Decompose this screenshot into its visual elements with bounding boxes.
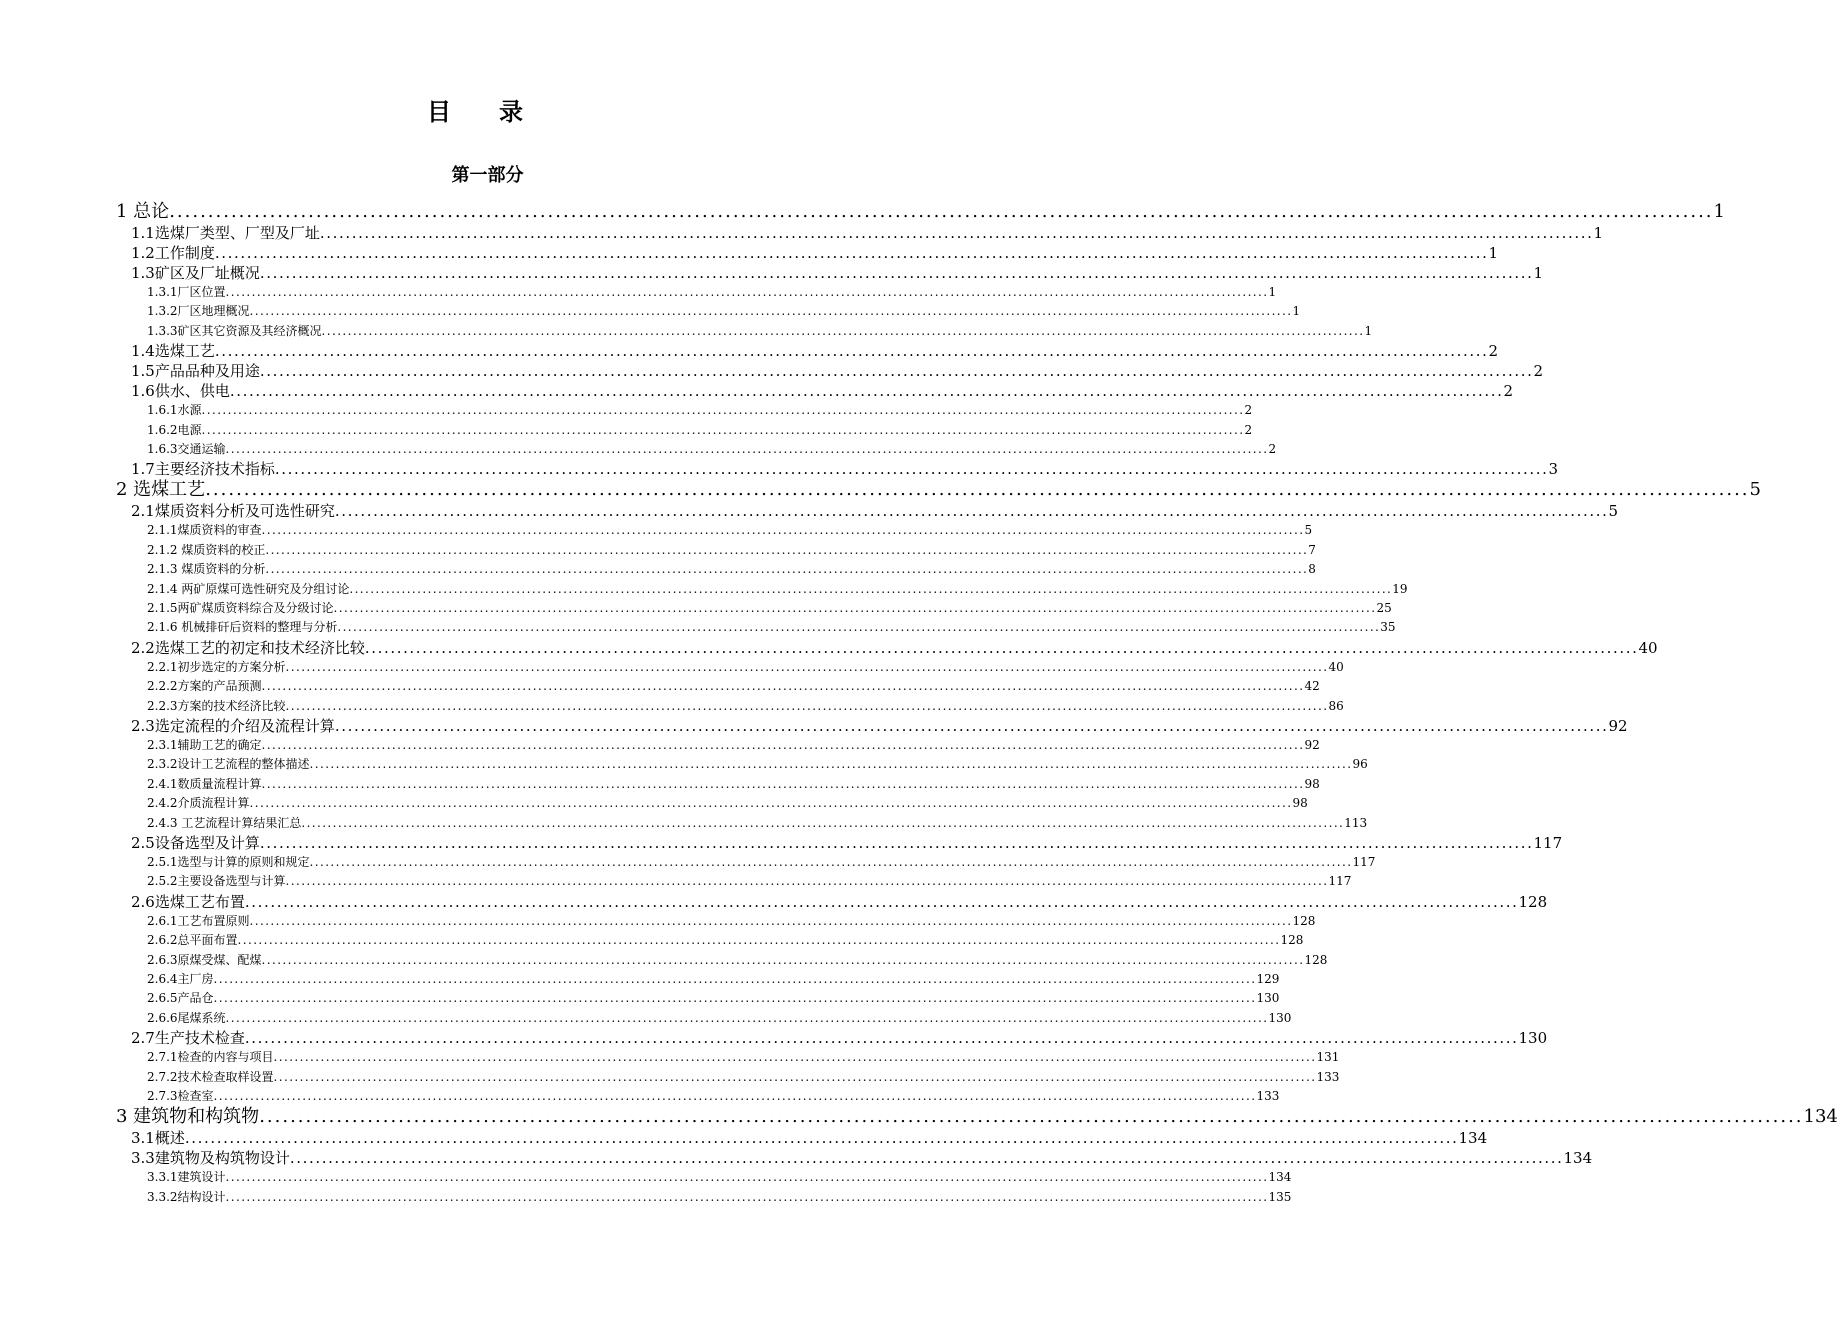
toc-entry-page-number: 2: [1268, 442, 1277, 456]
dot-leader: ........................................................................................................................................................................................................: [321, 323, 1365, 338]
toc-entry-label: 1.1选煤厂类型、厂型及厂址: [131, 224, 320, 242]
dot-leader: ........................................................................................................................................................................................................: [225, 1189, 1269, 1204]
toc-entry-level-3[interactable]: [147, 1009, 1292, 1027]
toc-entry-label: 2.6选煤工艺布置: [131, 892, 245, 911]
toc-entry-label: 1.4选煤工艺: [131, 342, 215, 361]
toc-entry-label: 1.6.1水源: [147, 403, 202, 418]
toc-entry-label: 1.5产品品种及用途: [131, 362, 260, 381]
toc-entry-page-number: 130: [1518, 1029, 1548, 1048]
toc-entry-label: 2.5.2主要设备选型与计算: [147, 874, 286, 889]
dot-leader: ........................................................................................................................................................................................................: [261, 679, 1305, 694]
toc-entry-label: 1.2工作制度: [131, 244, 215, 262]
toc-entry-label: 3 建筑物和构筑物: [116, 1106, 260, 1128]
dot-leader: ........................................................................................................................................................................................................: [334, 717, 1609, 735]
toc-entry-level-2[interactable]: [131, 501, 1619, 521]
toc-entry-level-2[interactable]: [131, 263, 1544, 283]
toc-entry-page-number: 1: [1533, 264, 1544, 282]
toc-entry-page-number: 40: [1638, 638, 1658, 657]
toc-entry-label: 2 选煤工艺: [116, 479, 206, 501]
dot-leader: ........................................................................................................................................................................................................: [244, 892, 1519, 911]
toc-entry-level-3[interactable]: [147, 658, 1344, 676]
toc-entry-page-number: 1: [1268, 285, 1277, 299]
toc-entry-page-number: 1: [1292, 304, 1301, 319]
dot-leader: ........................................................................................................................................................................................................: [225, 442, 1269, 456]
toc-entry-page-number: 40: [1328, 659, 1344, 674]
toc-entry-level-2[interactable]: [131, 381, 1514, 401]
toc-entry-level-2[interactable]: [131, 1128, 1488, 1148]
toc-entry-level-1[interactable]: [116, 1106, 1838, 1128]
dot-leader: ........................................................................................................................................................................................................: [259, 834, 1534, 852]
dot-leader: ........................................................................................................................................................................................................: [289, 1149, 1564, 1168]
toc-entry-label: 2.6.6尾煤系统: [147, 1010, 226, 1025]
toc-entry-label: 1.3.1厂区位置: [147, 285, 226, 299]
toc-entry-page-number: 128: [1518, 892, 1548, 911]
toc-entry-level-3[interactable]: [147, 440, 1277, 458]
toc-entry-label: 2.1.1煤质资料的审查: [147, 523, 262, 538]
toc-entry-page-number: 134: [1563, 1149, 1593, 1168]
toc-entry-label: 3.1概述: [131, 1129, 185, 1148]
toc-entry-label: 1.7主要经济技术指标: [131, 460, 275, 479]
toc-entry-level-2[interactable]: [131, 243, 1499, 263]
toc-entry-page-number: 134: [1268, 1170, 1292, 1185]
toc-entry-page-number: 19: [1392, 581, 1408, 596]
toc-entry-page-number: 1: [1364, 323, 1373, 338]
toc-entry-level-2[interactable]: [131, 716, 1628, 736]
toc-entry-level-2[interactable]: [131, 1028, 1548, 1048]
dot-leader: ........................................................................................................................................................................................................: [349, 581, 1393, 596]
dot-leader: ........................................................................................................................................................................................................: [273, 1069, 1317, 1084]
toc-entry-label: 2.1.2 煤质资料的校正: [147, 542, 266, 557]
toc-entry-level-3[interactable]: [147, 302, 1301, 320]
toc-entry-label: 2.4.2介质流程计算: [147, 796, 250, 811]
dot-leader: ........................................................................................................................................................................................................: [201, 422, 1245, 437]
toc-entry-level-2[interactable]: [131, 833, 1563, 853]
toc-entry-label: 3.3建筑物及构筑物设计: [131, 1149, 290, 1168]
toc-entry-page-number: 2: [1533, 362, 1544, 381]
dot-leader: ........................................................................................................................................................................................................: [205, 479, 1750, 501]
dot-leader: ........................................................................................................................................................................................................: [249, 304, 1293, 319]
toc-entry-label: 2.2.3方案的技术经济比较: [147, 698, 286, 713]
toc-entry-level-3[interactable]: [147, 521, 1313, 539]
toc-entry-level-3[interactable]: [147, 421, 1253, 439]
toc-entry-level-3[interactable]: [147, 580, 1408, 598]
toc-entry-page-number: 42: [1304, 679, 1320, 694]
toc-entry-page-number: 128: [1304, 952, 1328, 967]
toc-entry-page-number: 130: [1268, 1010, 1292, 1025]
dot-leader: ........................................................................................................................................................................................................: [334, 502, 1609, 521]
toc-entry-level-3[interactable]: [147, 1087, 1280, 1105]
dot-leader: ........................................................................................................................................................................................................: [265, 542, 1309, 557]
dot-leader: ........................................................................................................................................................................................................: [261, 523, 1305, 538]
toc-entry-level-3[interactable]: [147, 1188, 1292, 1206]
toc-entry-level-2[interactable]: [131, 892, 1548, 912]
dot-leader: ........................................................................................................................................................................................................: [249, 796, 1293, 811]
toc-entry-level-3[interactable]: [147, 283, 1277, 301]
toc-entry-level-2[interactable]: [131, 223, 1604, 243]
toc-entry-label: 2.7生产技术检查: [131, 1029, 245, 1048]
toc-entry-level-3[interactable]: [147, 697, 1344, 715]
toc-entry-level-2[interactable]: [131, 638, 1658, 658]
toc-entry-level-3[interactable]: [147, 931, 1304, 949]
toc-entry-level-3[interactable]: [147, 814, 1368, 832]
toc-entry-level-3[interactable]: [147, 541, 1316, 559]
toc-entry-page-number: 134: [1458, 1129, 1488, 1148]
toc-entry-label: 2.7.2技术检查取样设置: [147, 1069, 274, 1084]
toc-entry-page-number: 8: [1308, 562, 1316, 577]
toc-entry-label: 2.1煤质资料分析及可选性研究: [131, 502, 335, 521]
toc-entry-level-3[interactable]: [147, 599, 1392, 617]
toc-entry-page-number: 2: [1488, 342, 1499, 361]
toc-entry-page-number: 133: [1256, 1089, 1280, 1103]
toc-entry-page-number: 35: [1380, 620, 1396, 635]
toc-entry-label: 2.3.1辅助工艺的确定: [147, 738, 262, 752]
toc-entry-label: 2.6.3原煤受煤、配煤: [147, 952, 262, 967]
dot-leader: ........................................................................................................................................................................................................: [259, 264, 1534, 282]
dot-leader: ........................................................................................................................................................................................................: [237, 933, 1281, 948]
dot-leader: ........................................................................................................................................................................................................: [225, 285, 1269, 299]
toc-entry-page-number: 117: [1352, 855, 1376, 869]
toc-entry-page-number: 134: [1803, 1106, 1838, 1128]
toc-entry-page-number: 3: [1548, 460, 1559, 479]
dot-leader: ........................................................................................................................................................................................................: [201, 403, 1245, 418]
dot-leader: ........................................................................................................................................................................................................: [213, 1089, 1257, 1103]
dot-leader: ........................................................................................................................................................................................................: [285, 659, 1329, 674]
toc-entry-label: 2.1.4 两矿原煤可选性研究及分组讨论: [147, 581, 350, 596]
dot-leader: ........................................................................................................................................................................................................: [285, 874, 1329, 889]
toc-entry-page-number: 2: [1244, 422, 1253, 437]
toc-entry-label: 2.1.6 机械排矸后资料的整理与分析: [147, 620, 338, 635]
dot-leader: ........................................................................................................................................................................................................: [259, 362, 1534, 381]
toc-entry-label: 1 总论: [116, 201, 170, 222]
toc-entry-level-3[interactable]: [147, 1048, 1340, 1066]
toc-entry-page-number: 117: [1533, 834, 1563, 852]
dot-leader: ........................................................................................................................................................................................................: [319, 224, 1594, 242]
toc-entry-level-1[interactable]: [116, 479, 1761, 501]
toc-entry-level-2[interactable]: [131, 341, 1499, 361]
toc-entry-level-3[interactable]: [147, 951, 1328, 969]
toc-entry-page-number: 129: [1256, 972, 1280, 986]
toc-entry-page-number: 1: [1713, 201, 1725, 222]
dot-leader: ........................................................................................................................................................................................................: [214, 342, 1489, 361]
dot-leader: ........................................................................................................................................................................................................: [265, 562, 1309, 577]
toc-entry-level-3[interactable]: [147, 618, 1396, 636]
dot-leader: ........................................................................................................................................................................................................: [229, 382, 1504, 401]
dot-leader: ........................................................................................................................................................................................................: [309, 855, 1353, 869]
toc-entry-label: 1.6供水、供电: [131, 382, 230, 401]
toc-entry-label: 3.3.1建筑设计: [147, 1170, 226, 1185]
toc-entry-level-3[interactable]: [147, 989, 1280, 1007]
toc-entry-label: 2.1.5两矿煤质资料综合及分级讨论: [147, 601, 334, 615]
toc-entry-page-number: 113: [1344, 815, 1368, 830]
toc-entry-label: 1.3矿区及厂址概况: [131, 264, 260, 282]
toc-entry-page-number: 86: [1328, 698, 1344, 713]
toc-entry-label: 2.2.1初步选定的方案分析: [147, 659, 286, 674]
toc-entry-page-number: 117: [1328, 874, 1352, 889]
toc-entry-level-1[interactable]: [116, 201, 1725, 223]
toc-entry-level-3[interactable]: [147, 912, 1316, 930]
toc-entry-label: 1.3.3矿区其它资源及其经济概况: [147, 323, 322, 338]
toc-entry-page-number: 130: [1256, 991, 1280, 1006]
dot-leader: ........................................................................................................................................................................................................: [214, 244, 1489, 262]
toc-entry-page-number: 1: [1488, 244, 1499, 262]
toc-entry-page-number: 25: [1376, 601, 1392, 615]
toc-entry-label: 2.7.3检查室: [147, 1089, 214, 1103]
toc-entry-label: 1.3.2厂区地理概况: [147, 304, 250, 319]
toc-entry-level-2[interactable]: [131, 1148, 1593, 1168]
dot-leader: ........................................................................................................................................................................................................: [337, 620, 1381, 635]
dot-leader: ........................................................................................................................................................................................................: [274, 460, 1549, 479]
dot-leader: ........................................................................................................................................................................................................: [261, 738, 1305, 752]
toc-entry-label: 2.4.1数质量流程计算: [147, 776, 262, 791]
toc-entry-page-number: 5: [1749, 479, 1761, 501]
toc-entry-label: 2.6.2总平面布置: [147, 933, 238, 948]
toc-entry-page-number: 5: [1304, 523, 1313, 538]
toc-entry-level-3[interactable]: [147, 736, 1320, 754]
toc-entry-page-number: 133: [1316, 1069, 1340, 1084]
toc-entry-page-number: 5: [1608, 502, 1619, 521]
toc-entry-page-number: 98: [1292, 796, 1308, 811]
toc-entry-page-number: 128: [1292, 913, 1316, 928]
dot-leader: ........................................................................................................................................................................................................: [213, 972, 1257, 986]
toc-entry-label: 2.5设备选型及计算: [131, 834, 260, 852]
dot-leader: ........................................................................................................................................................................................................: [225, 1010, 1269, 1025]
toc-entry-level-3[interactable]: [147, 1168, 1292, 1186]
dot-leader: ........................................................................................................................................................................................................: [309, 757, 1353, 772]
toc-entry-level-3[interactable]: [147, 677, 1320, 695]
toc-entry-label: 2.6.1工艺布置原则: [147, 913, 250, 928]
dot-leader: ........................................................................................................................................................................................................: [301, 815, 1345, 830]
dot-leader: ........................................................................................................................................................................................................: [169, 201, 1714, 222]
toc-entry-page-number: 2: [1503, 382, 1514, 401]
toc-entry-level-3[interactable]: [147, 970, 1280, 988]
toc-entry-level-3[interactable]: [147, 755, 1368, 773]
toc-entry-page-number: 92: [1304, 738, 1320, 752]
toc-entry-level-3[interactable]: [147, 1068, 1340, 1086]
dot-leader: ........................................................................................................................................................................................................: [244, 1029, 1519, 1048]
toc-entry-page-number: 98: [1304, 776, 1320, 791]
toc-entry-label: 2.2.2方案的产品预测: [147, 679, 262, 694]
toc-entry-label: 3.3.2结构设计: [147, 1189, 226, 1204]
toc-entry-page-number: 96: [1352, 757, 1368, 772]
dot-leader: ........................................................................................................................................................................................................: [249, 913, 1293, 928]
toc-entry-page-number: 135: [1268, 1189, 1292, 1204]
toc-entry-page-number: 2: [1244, 403, 1253, 418]
dot-leader: ........................................................................................................................................................................................................: [285, 698, 1329, 713]
toc-entry-label: 2.4.3 工艺流程计算结果汇总: [147, 815, 302, 830]
toc-entry-level-3[interactable]: [147, 322, 1373, 340]
toc-entry-level-2[interactable]: [131, 459, 1559, 479]
dot-leader: ........................................................................................................................................................................................................: [261, 952, 1305, 967]
toc-entry-page-number: 131: [1316, 1050, 1340, 1065]
toc-entry-level-3[interactable]: [147, 775, 1320, 793]
toc-entry-label: 2.6.5产品仓: [147, 991, 214, 1006]
toc-entry-level-3[interactable]: [147, 872, 1352, 890]
toc-entry-label: 2.1.3 煤质资料的分析: [147, 562, 266, 577]
dot-leader: ........................................................................................................................................................................................................: [184, 1129, 1459, 1148]
toc-title: 目 录: [427, 97, 523, 126]
dot-leader: ........................................................................................................................................................................................................: [225, 1170, 1269, 1185]
toc-entry-page-number: 7: [1308, 542, 1316, 557]
dot-leader: ........................................................................................................................................................................................................: [261, 776, 1305, 791]
toc-entry-level-3[interactable]: [147, 560, 1316, 578]
toc-entry-level-3[interactable]: [147, 853, 1376, 871]
toc-entry-level-3[interactable]: [147, 794, 1308, 812]
dot-leader: ........................................................................................................................................................................................................: [364, 638, 1639, 657]
toc-entry-page-number: 128: [1280, 933, 1304, 948]
toc-entry-level-2[interactable]: [131, 361, 1544, 381]
dot-leader: ........................................................................................................................................................................................................: [213, 991, 1257, 1006]
part-heading: 第一部分: [451, 165, 524, 186]
toc-entry-label: 2.6.4主厂房: [147, 972, 214, 986]
toc-entry-label: 1.6.2电源: [147, 422, 202, 437]
toc-entry-page-number: 1: [1593, 224, 1604, 242]
dot-leader: ........................................................................................................................................................................................................: [333, 601, 1377, 615]
toc-entry-label: 2.2选煤工艺的初定和技术经济比较: [131, 638, 365, 657]
toc-entry-label: 2.3.2设计工艺流程的整体描述: [147, 757, 310, 772]
toc-entry-level-3[interactable]: [147, 401, 1253, 419]
toc-entry-label: 2.5.1选型与计算的原则和规定: [147, 855, 310, 869]
toc-entry-label: 1.6.3交通运输: [147, 442, 226, 456]
dot-leader: ........................................................................................................................................................................................................: [259, 1106, 1804, 1128]
toc-entry-page-number: 92: [1608, 717, 1628, 735]
dot-leader: ........................................................................................................................................................................................................: [273, 1050, 1317, 1065]
toc-entry-label: 2.7.1检查的内容与项目: [147, 1050, 274, 1065]
toc-entry-label: 2.3选定流程的介绍及流程计算: [131, 717, 335, 735]
